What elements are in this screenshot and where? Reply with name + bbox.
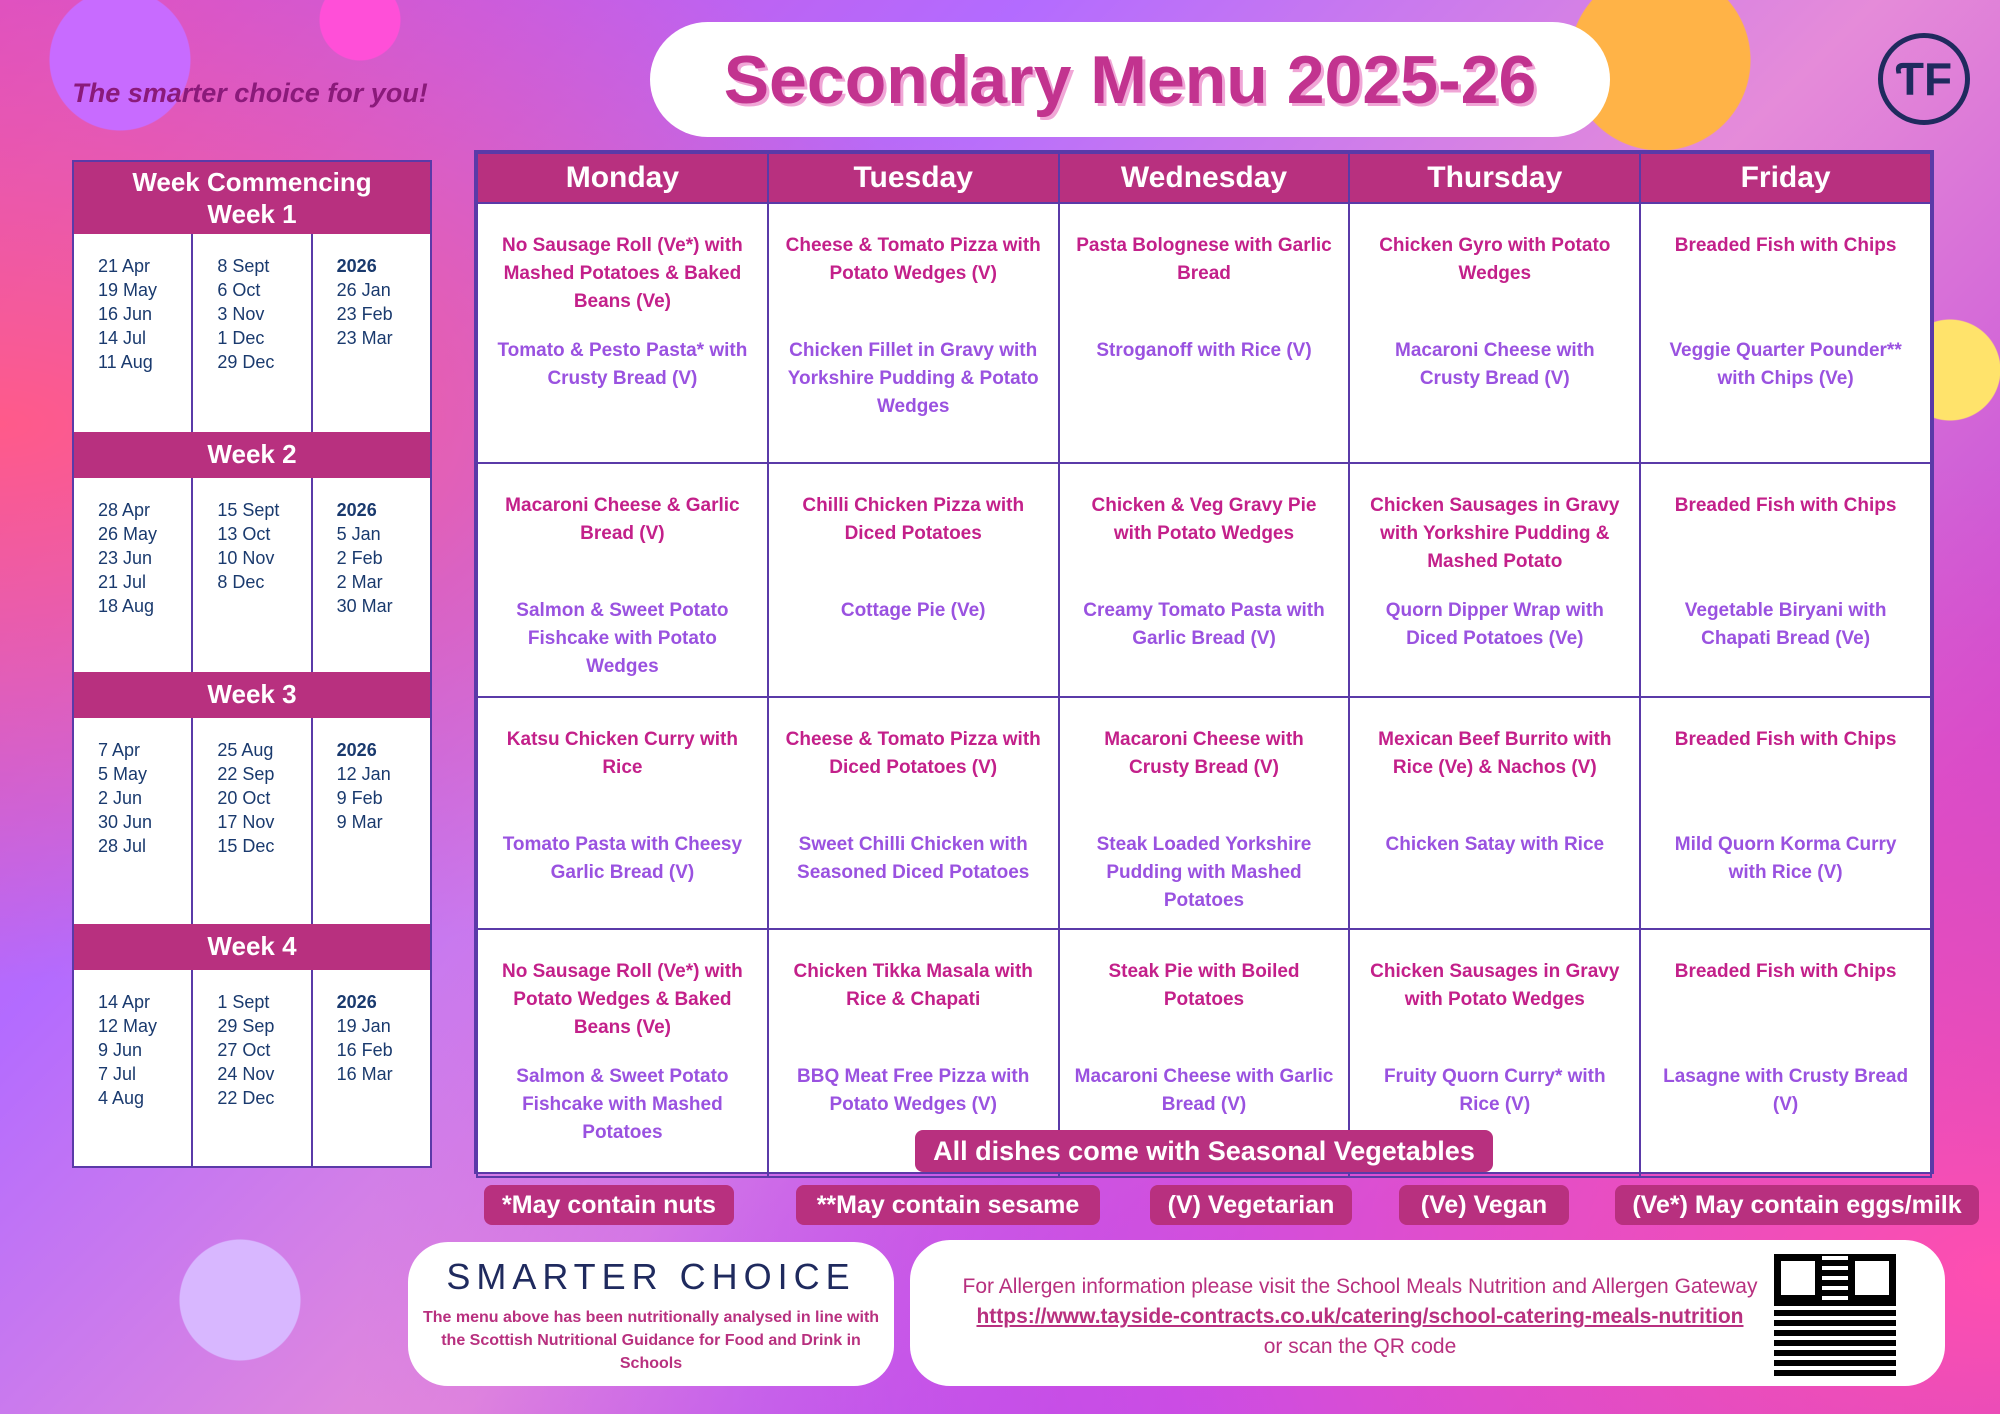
menu-cell: [1059, 697, 1350, 929]
main-dish: Breaded Fish with Chips: [1674, 729, 1897, 750]
menu-cell: [1059, 203, 1350, 463]
main-dish: Chicken Sausages in Gravy with Yorkshire Pudding & Mashed Potato: [1370, 495, 1620, 572]
year-label: 2026: [336, 500, 377, 520]
alternative-dish: Lasagne with Crusty Bread (V): [1663, 1066, 1909, 1115]
week-3-header: Week 3: [74, 672, 430, 718]
menu-cell: [1640, 929, 1931, 1177]
week-dates-col: 7 Apr 5 May 2 Jun 30 Jun 28 Jul: [74, 718, 193, 924]
menu-cell: [1349, 463, 1640, 697]
alternative-dish: BBQ Meat Free Pizza with Potato Wedges (V): [797, 1066, 1030, 1115]
menu-cell: [1640, 697, 1931, 929]
week-dates-col-2026: [313, 478, 430, 672]
allergen-info: [930, 1272, 1790, 1362]
key-eggs-milk: (Ve*) May contain eggs/milk: [1615, 1185, 1979, 1225]
day-header-thursday: Thursday: [1349, 153, 1640, 203]
day-header-monday: Monday: [477, 153, 768, 203]
main-dish: Breaded Fish with Chips: [1674, 495, 1897, 516]
main-dish: Chicken Sausages in Gravy with Potato Wedges: [1370, 961, 1620, 1010]
main-dish: No Sausage Roll (Ve*) with Potato Wedges & Baked Beans (Ve): [502, 961, 743, 1038]
main-dish: Pasta Bolognese with Garlic Bread: [1076, 235, 1332, 284]
alternative-dish: Macaroni Cheese with Garlic Bread (V): [1074, 1066, 1334, 1115]
key-sesame: **May contain sesame: [796, 1185, 1100, 1225]
main-dish: No Sausage Roll (Ve*) with Mashed Potatoes & Baked Beans (Ve): [502, 235, 743, 312]
alternative-dish: Cottage Pie (Ve): [840, 600, 986, 621]
year-label: 2026: [336, 256, 377, 276]
menu-cell: [768, 697, 1059, 929]
week-2-dates: [74, 478, 430, 672]
alternative-dish: Chicken Satay with Rice: [1385, 834, 1605, 855]
weeks-title: Week Commencing: [132, 167, 372, 197]
main-dish: Breaded Fish with Chips: [1674, 235, 1897, 256]
menu-cell: [477, 203, 768, 463]
tayside-logo-icon: ƬF: [1878, 33, 1970, 125]
menu-cell: [1640, 463, 1931, 697]
smarter-choice-box: [408, 1242, 894, 1386]
alternative-dish: Chicken Fillet in Gravy with Yorkshire Pudding & Potato Wedges: [787, 340, 1039, 417]
week-dates-col: 25 Aug 22 Sep 20 Oct 17 Nov 15 Dec: [193, 718, 312, 924]
alternative-dish: Tomato & Pesto Pasta* with Crusty Bread (V): [497, 340, 748, 389]
main-dish: Chicken Tikka Masala with Rice & Chapati: [793, 961, 1033, 1010]
menu-cell: [768, 203, 1059, 463]
alternative-dish: Macaroni Cheese with Crusty Bread (V): [1395, 340, 1595, 389]
alternative-dish: Tomato Pasta with Cheesy Garlic Bread (V): [502, 834, 743, 883]
menu-cell: [1349, 203, 1640, 463]
main-dish: Steak Pie with Boiled Potatoes: [1108, 961, 1300, 1010]
smarter-choice-text: The menu above has been nutritionally analysed in line with the Scottish Nutritional Guidance for Food and Drink in Schools: [422, 1309, 880, 1372]
year-label: 2026: [336, 992, 377, 1012]
alternative-dish: Veggie Quarter Pounder** with Chips (Ve): [1669, 340, 1902, 389]
menu-week-row: [477, 203, 1931, 463]
allergen-url-link[interactable]: https://www.tayside-contracts.co.uk/catering/school-catering-meals-nutrition: [976, 1305, 1744, 1328]
main-dish: Mexican Beef Burrito with Rice (Ve) & Nachos (V): [1378, 729, 1612, 778]
menu-cell: [768, 463, 1059, 697]
main-dish: Chicken Gyro with Potato Wedges: [1379, 235, 1611, 284]
key-nuts: *May contain nuts: [484, 1185, 734, 1225]
alternative-dish: Sweet Chilli Chicken with Seasoned Diced Potatoes: [797, 834, 1030, 883]
week-1-dates: [74, 234, 430, 432]
week-4-dates: [74, 970, 430, 1166]
day-header-wednesday: Wednesday: [1059, 153, 1350, 203]
week-dates-col-2026: [313, 234, 430, 432]
main-dish: Macaroni Cheese & Garlic Bread (V): [505, 495, 740, 544]
week-dates-col: 14 Apr 12 May 9 Jun 7 Jul 4 Aug: [74, 970, 193, 1166]
alternative-dish: Stroganoff with Rice (V): [1096, 340, 1312, 361]
alternative-dish: Mild Quorn Korma Curry with Rice (V): [1674, 834, 1897, 883]
qr-code-icon[interactable]: [1770, 1250, 1900, 1380]
main-dish: Katsu Chicken Curry with Rice: [506, 729, 738, 778]
menu-body: [477, 203, 1931, 1177]
allergen-qr-line: or scan the QR code: [1263, 1335, 1457, 1358]
alternative-dish: Salmon & Sweet Potato Fishcake with Mashed Potatoes: [516, 1066, 729, 1143]
week-dates-col-2026: [313, 970, 430, 1166]
alternative-dish: Quorn Dipper Wrap with Diced Potatoes (Ve): [1385, 600, 1604, 649]
menu-grid: [474, 150, 1934, 1174]
allergen-info-box: [910, 1240, 1945, 1386]
week-1-header: [74, 162, 430, 234]
main-dish: Cheese & Tomato Pizza with Potato Wedges (V): [785, 235, 1041, 284]
week-dates: 5 Jan 2 Feb 2 Mar 30 Mar: [336, 524, 393, 616]
main-dish: Chilli Chicken Pizza with Diced Potatoes: [802, 495, 1025, 544]
main-dish: Macaroni Cheese with Crusty Bread (V): [1104, 729, 1304, 778]
week-dates: 12 Jan 9 Feb 9 Mar: [336, 764, 391, 832]
key-vegan: (Ve) Vegan: [1399, 1185, 1569, 1225]
page-title: Secondary Menu 2025-26: [723, 41, 1537, 118]
main-dish: Chicken & Veg Gravy Pie with Potato Wedges: [1091, 495, 1317, 544]
week-3-dates: [74, 718, 430, 924]
week-dates-col: 8 Sept 6 Oct 3 Nov 1 Dec 29 Dec: [193, 234, 312, 432]
week-dates: 19 Jan 16 Feb 16 Mar: [336, 1016, 393, 1084]
day-header-friday: Friday: [1640, 153, 1931, 203]
menu-cell: [477, 463, 768, 697]
week-dates-col: 28 Apr 26 May 23 Jun 21 Jul 18 Aug: [74, 478, 193, 672]
day-header-tuesday: Tuesday: [768, 153, 1059, 203]
menu-week-row: [477, 463, 1931, 697]
alternative-dish: Salmon & Sweet Potato Fishcake with Potato Wedges: [516, 600, 729, 677]
alternative-dish: Fruity Quorn Curry* with Rice (V): [1383, 1066, 1606, 1115]
year-label: 2026: [336, 740, 377, 760]
week-dates-col-2026: [313, 718, 430, 924]
tagline: The smarter choice for you!: [72, 78, 428, 108]
week-4-header: Week 4: [74, 924, 430, 970]
week-dates: 26 Jan 23 Feb 23 Mar: [336, 280, 393, 348]
alternative-dish: Vegetable Biryani with Chapati Bread (Ve): [1684, 600, 1887, 649]
menu-week-row: [477, 697, 1931, 929]
allergen-line: For Allergen information please visit the School Meals Nutrition and Allergen Gateway: [962, 1275, 1758, 1298]
week-2-header: Week 2: [74, 432, 430, 478]
menu-cell: [1059, 463, 1350, 697]
menu-cell: [477, 697, 768, 929]
main-dish: Breaded Fish with Chips: [1674, 961, 1897, 982]
menu-cell: [1640, 203, 1931, 463]
alternative-dish: Steak Loaded Yorkshire Pudding with Mashed Potatoes: [1096, 834, 1312, 911]
menu-cell: [477, 929, 768, 1177]
week-dates-col: 1 Sept 29 Sep 27 Oct 24 Nov 22 Dec: [193, 970, 312, 1166]
week-dates-col: 21 Apr 19 May 16 Jun 14 Jul 11 Aug: [74, 234, 193, 432]
week-commencing-panel: [72, 160, 432, 1168]
alternative-dish: Creamy Tomato Pasta with Garlic Bread (V): [1083, 600, 1325, 649]
menu-cell: [1349, 697, 1640, 929]
key-vegetarian: (V) Vegetarian: [1150, 1185, 1352, 1225]
seasonal-vegetables-note: All dishes come with Seasonal Vegetables: [915, 1130, 1493, 1172]
week-dates-col: 15 Sept 13 Oct 10 Nov 8 Dec: [193, 478, 312, 672]
title-banner: [650, 22, 1610, 137]
main-dish: Cheese & Tomato Pizza with Diced Potatoes (V): [785, 729, 1041, 778]
week-label: Week 1: [207, 199, 297, 229]
smarter-choice-logo: SMARTER CHOICE: [446, 1256, 856, 1297]
